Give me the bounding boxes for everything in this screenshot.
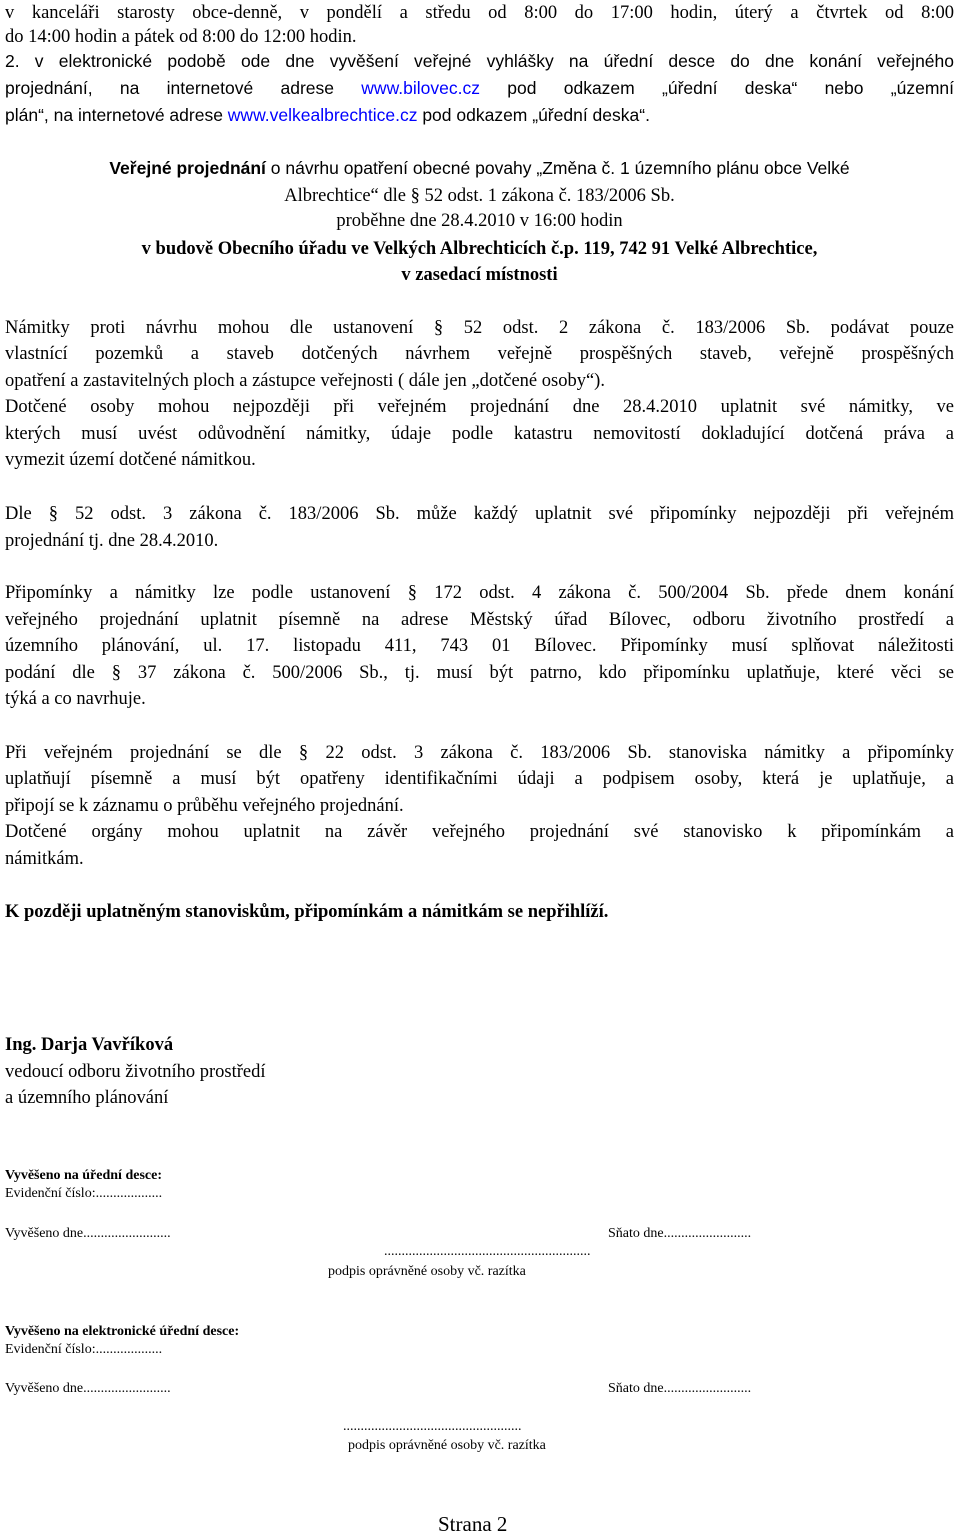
submission-line-3: územního plánování, ul. 17. listopadu 411, 743 01 Bílovec. Připomínky musí splňovat náležitosti [5, 636, 954, 656]
link-bilovec[interactable]: www.bilovec.cz [361, 78, 480, 98]
announcement-text: o návrhu opatření obecné povahy „Změna č. 1 územního plánu obce Velké [265, 158, 850, 178]
posting-official-posted: Vyvěšeno dne......................... [5, 1226, 171, 1241]
announcement-line-1 [5, 157, 954, 179]
hearing-line-2: uplatňují písemně a musí být opatřeny identifikačními údaji a podpisem osoby, která je uplatňuje, a [5, 769, 954, 789]
signatory-name: Ing. Darja Vavříková [5, 1035, 174, 1055]
posting-electronic-signature: podpis oprávněné osoby vč. razítka [348, 1438, 546, 1453]
posting-electronic-posted: Vyvěšeno dne......................... [5, 1381, 171, 1396]
warning-text: K později uplatněným stanoviskům, připomínkám a námitkám se nepřihlíží. [5, 902, 609, 922]
submission-line-1: Připomínky a námitky lze podle ustanovení § 172 odst. 4 zákona č. 500/2004 Sb. přede dnem konání [5, 583, 954, 603]
posting-official-signature: podpis oprávněné osoby vč. razítka [328, 1264, 526, 1279]
hearing-line-5: námitkám. [5, 849, 84, 869]
objections-line-5: kterých musí uvést odůvodnění námitky, údaje podle katastru nemovitostí dokladující dotčená práva a [5, 424, 954, 444]
announcement-line-3: proběhne dne 28.4.2010 v 16:00 hodin [336, 211, 623, 231]
intro-line-2: do 14:00 hodin a pátek od 8:00 do 12:00 hodin. [5, 27, 357, 47]
announcement-line-2: Albrechtice“ dle § 52 odst. 1 zákona č. 183/2006 Sb. [284, 186, 675, 206]
objections-line-6: vymezit území dotčené námitkou. [5, 450, 256, 470]
posting-official-removed: Sňato dne......................... [608, 1226, 752, 1241]
submission-line-5: týká a co navrhuje. [5, 689, 146, 709]
objections-line-3: opatření a zastavitelných ploch a zástupce veřejnosti ( dále jen „dotčené osoby“). [5, 371, 605, 391]
intro-line-1: v kanceláři starosty obce-denně, v pondělí a středu od 8:00 do 17:00 hodin, úterý a čtvrtek od 8:00 [5, 3, 954, 23]
comments-line-2: projednání tj. dne 28.4.2010. [5, 531, 219, 551]
posting-official-heading: Vyvěšeno na úřední desce: [5, 1168, 162, 1183]
posting-official-evidence: Evidenční číslo:................... [5, 1186, 163, 1201]
link-velkealbrechtice[interactable]: www.velkealbrechtice.cz [227, 105, 418, 125]
comments-line-1: Dle § 52 odst. 3 zákona č. 183/2006 Sb. může každý uplatnit své připomínky nejpozději při veřejném [5, 504, 954, 524]
announcement-line-4: v budově Obecního úřadu ve Velkých Albrechticích č.p. 119, 742 91 Velké Albrechtice, [141, 239, 818, 259]
item2-text: pod odkazem „úřední deska“ nebo „územní [479, 78, 955, 98]
objections-line-4: Dotčené osoby mohou nejpozději při veřejném projednání dne 28.4.2010 uplatnit své námitky, ve [5, 397, 954, 417]
hearing-line-4: Dotčené orgány mohou uplatnit na závěr veřejného projednání své stanovisko k připomínkám a [5, 822, 954, 842]
item2-line-3 [5, 104, 954, 126]
posting-electronic-dots: ................................................... [343, 1419, 522, 1434]
item2-text: plán“, na internetové adrese [5, 105, 228, 125]
hearing-line-1: Při veřejném projednání se dle § 22 odst. 3 zákona č. 183/2006 Sb. stanoviska námitky a připomínky [5, 743, 954, 763]
announcement-line-5: v zasedací místnosti [401, 265, 558, 285]
announcement-bold: Veřejné projednání [109, 158, 266, 178]
item2-line-1: 2. v elektronické podobě ode dne vyvěšení veřejné vyhlášky na úřední desce do dne konání veřejného [5, 51, 954, 71]
posting-electronic-evidence: Evidenční číslo:................... [5, 1342, 163, 1357]
objections-line-1: Námitky proti návrhu mohou dle ustanovení § 52 odst. 2 zákona č. 183/2006 Sb. podávat pouze [5, 318, 954, 338]
hearing-line-3: připojí se k záznamu o průběhu veřejného projednání. [5, 796, 404, 816]
item2-line-2 [5, 77, 954, 99]
item2-text: projednání, na internetové adrese [5, 78, 362, 98]
page-number: Strana 2 [438, 1512, 508, 1536]
submission-line-2: veřejného projednání uplatnit písemně na adrese Městský úřad Bílovec, odboru životního prostředí a [5, 610, 954, 630]
signatory-role-1: vedoucí odboru životního prostředí [5, 1062, 266, 1082]
posting-electronic-removed: Sňato dne......................... [608, 1381, 752, 1396]
item2-text: pod odkazem „úřední deska“. [417, 105, 650, 125]
submission-line-4: podání dle § 37 zákona č. 500/2006 Sb., tj. musí být patrno, kdo připomínku uplatňuje, které věci se [5, 663, 954, 683]
signatory-role-2: a územního plánování [5, 1088, 169, 1108]
objections-line-2: vlastnící pozemků a staveb dotčených návrhem veřejně prospěšných staveb, veřejně prospěšných [5, 344, 954, 364]
posting-electronic-heading: Vyvěšeno na elektronické úřední desce: [5, 1324, 240, 1339]
posting-official-dots: ........................................................... [384, 1244, 591, 1259]
